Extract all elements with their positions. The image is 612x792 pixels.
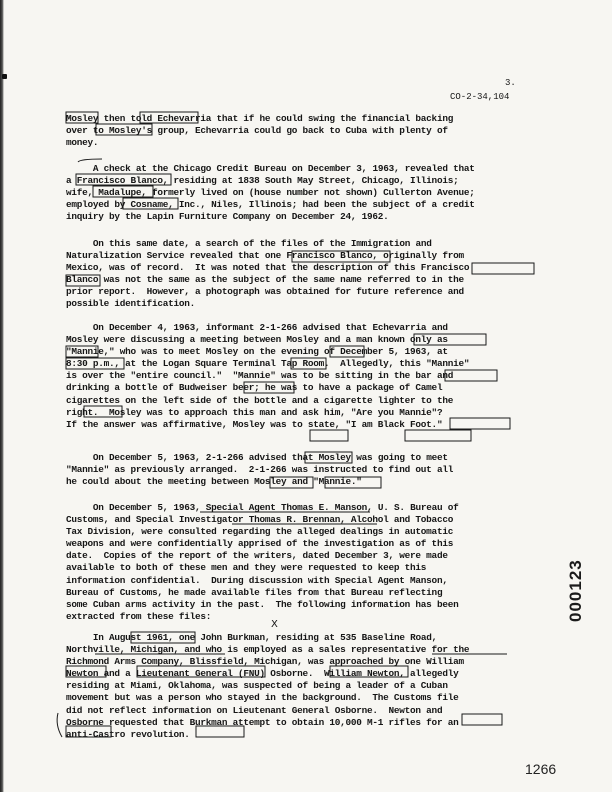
circle-francisco-3	[472, 263, 534, 274]
bates-number: 1266	[525, 761, 557, 777]
margin-bracket	[57, 713, 62, 737]
page-number: 3.	[505, 78, 516, 88]
punch-mark	[2, 74, 7, 79]
file-number: CO-2-34,104	[450, 92, 510, 102]
circle-mosley-6	[310, 430, 348, 441]
scan-edge	[0, 0, 4, 792]
paragraph-december-five: On December 5, 1963, 2-1-266 advised that Mosley was going to meet "Mannie" as previously arranged. 2-1-266 was instructed to find out all he could about the meeting between Mosley and "Mannie."	[66, 452, 454, 488]
paragraph-customs-consultation: On December 5, 1963, Special Agent Thomas E. Manson, U. S. Bureau of Customs, and Special Investigator Thomas R. Brennan, Alcohol and Tobacco Tax Division, were consulted regarding the alleged dealings in automatic weapons and were confidentially apprised of the investigation as of this date. Copies of the report of the writers, dated December 3, were made available to both of these men and they were requested to keep this information confidential. During discussion with Special Agent Manson, Bureau of Customs, he made available files from that Bureau reflecting some Cuban arms activity in the past. The following information has been extracted from these files:	[66, 502, 459, 622]
underline-check-arrow	[78, 159, 102, 162]
paragraph-immigration-search: On this same date, a search of the files of the Immigration and Naturalization Service revealed that one Francisco Blanco, originally from Mexico, was of record. It was noted that the description of this Francisco Blanco was not the same as the subject of the same name referred to in the prior report. However, a photograph was obtained for future reference and possible identification.	[66, 238, 470, 310]
margin-x-mark: X	[271, 619, 278, 630]
paragraph-credit-bureau: A check at the Chicago Credit Bureau on December 3, 1963, revealed that a Francisco Blanco, residing at 1838 South May Street, Chicago, Illinois; wife, Madalupe, formerly lived on (house number not shown) Cullerton Avenue; employed by Cosname, Inc., Niles, Illinois; had been the subject of a credit inquiry by the Lapin Furniture Company on December 24, 1962.	[66, 163, 475, 223]
circle-black-foot	[405, 430, 471, 441]
paragraph-informant-meeting: On December 4, 1963, informant 2-1-266 advised that Echevarria and Mosley were discussing a meeting between Mosley and a man known only as "Mannie," who was to meet Mosley on the evening of December 5, 1963, at 8:30 p.m., at the Logan Square Terminal Tap Room. Allegedly, this "Mannie" is over the "entire council." "Mannie" was to be sitting in the bar and drinking a bottle of Budweiser beer; he was to have a package of Camel cigarettes on the left side of the bottle and a cigarette lighter to the right. Mosley was to approach this man and ask him, "Are you Mannie"? If the answer was affirmative, Mosley was to state, "I am Black Foot."	[66, 322, 470, 430]
paragraph-burkman: In August 1961, one John Burkman, residing at 535 Baseline Road, Northville, Michigan, and who is employed as a sales representative for the Richmond Arms Company, Blissfield, Michigan, was approached by one William Newton and a Lieutenant General (FNU) Osborne. William Newton, allegedly residing at Miami, Oklahoma, was suspected of being a leader of a Cuban movement but was a person who stayed in the background. The Customs file did not reflect information on Lieutenant General Osborne. Newton and Osborne requested that Burkman attempt to obtain 10,000 M-1 rifles for an anti-Castro revolution.	[66, 632, 470, 740]
paragraph-mosley-told: Mosley then told Echevarria that if he could swing the financial backing over to Mosley's group, Echevarria could go back to Cuba with plenty of money.	[66, 113, 454, 149]
document-stamp-number: 000123	[566, 559, 585, 622]
